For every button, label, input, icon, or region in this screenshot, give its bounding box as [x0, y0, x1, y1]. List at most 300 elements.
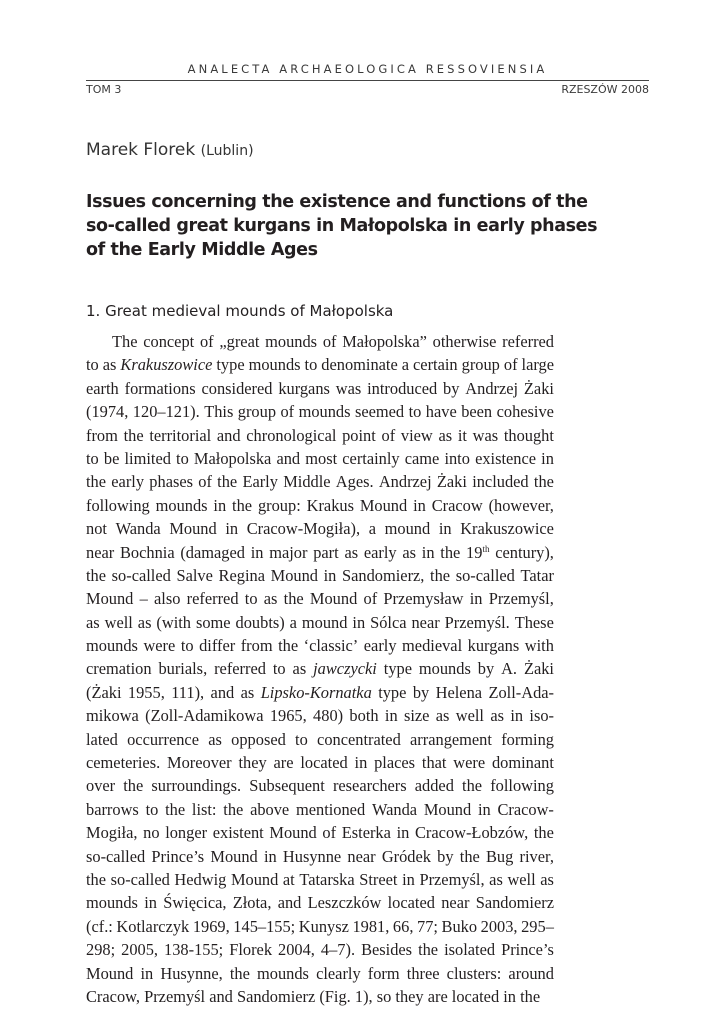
word: in: [213, 495, 227, 515]
word: to: [180, 636, 194, 656]
word: Husynne,: [160, 963, 223, 983]
word: as: [344, 542, 359, 562]
word: 295–: [521, 916, 554, 936]
word: from: [86, 425, 118, 445]
word: river,: [519, 846, 554, 866]
word: also: [154, 589, 181, 609]
word: the: [459, 846, 480, 866]
word: the: [232, 495, 253, 515]
word: certainly: [342, 448, 400, 468]
word: as: [86, 612, 100, 632]
text-line: [86, 541, 554, 564]
word: formations: [124, 378, 196, 398]
word: type: [383, 659, 412, 679]
text-line: [86, 868, 554, 891]
word: located: [300, 753, 348, 773]
word: was: [335, 378, 362, 398]
volume-label: TOM 3: [86, 83, 122, 96]
word: early: [363, 542, 397, 562]
word: to: [408, 402, 422, 422]
word: (Zoll-Adamikowa: [145, 706, 264, 726]
word: of: [503, 355, 518, 375]
word: so-called: [86, 846, 146, 866]
word: the: [430, 565, 451, 585]
word: Tatarska: [299, 869, 355, 889]
word: 2003,: [480, 916, 518, 936]
word: places: [374, 753, 416, 773]
word: 1981,: [352, 916, 390, 936]
word: differ: [199, 636, 236, 656]
word: of: [322, 823, 337, 843]
word: in: [140, 963, 154, 983]
text-line: [86, 728, 554, 751]
word: Kunysz: [298, 916, 349, 936]
word: in: [402, 869, 415, 889]
word: This: [204, 402, 234, 422]
word: (cf.:: [86, 916, 113, 936]
word: Cracow: [431, 495, 483, 515]
word: to: [295, 729, 308, 749]
word: earth: [86, 378, 119, 398]
word: a: [289, 612, 297, 632]
word: Kotlarczyk: [116, 916, 190, 936]
word: were: [453, 753, 486, 773]
word: (1974,: [86, 402, 129, 422]
text-line: [86, 751, 554, 774]
word: the: [462, 776, 483, 796]
word: Salve: [176, 565, 213, 585]
word: existent: [212, 823, 264, 843]
word: the: [440, 542, 461, 562]
word: Przemyśl.: [444, 612, 510, 632]
word: (Żaki: [86, 682, 122, 702]
text-line: [86, 938, 554, 961]
word: century),: [495, 542, 554, 562]
word: iso-: [529, 706, 554, 726]
word: mounds: [86, 893, 138, 913]
word: –: [139, 589, 148, 609]
word: of: [198, 472, 212, 492]
word: The: [112, 332, 138, 351]
word: Hedwig: [174, 869, 227, 889]
word: clusters:: [446, 963, 502, 983]
word: that: [421, 753, 447, 773]
word: in: [263, 846, 277, 866]
word: mounds: [155, 495, 208, 515]
word: the: [283, 589, 304, 609]
word: 77;: [417, 916, 438, 936]
word: mentioned: [295, 799, 366, 819]
title-line: Issues concerning the existence and functions of the: [86, 192, 588, 212]
word: in: [144, 893, 157, 913]
header-rule: [86, 80, 649, 81]
text-line: [86, 517, 554, 540]
word: Sandomierz,: [342, 565, 425, 585]
word: denominate: [321, 355, 398, 375]
word: considered: [201, 378, 273, 398]
text-line: [86, 424, 554, 447]
word: near: [441, 893, 470, 913]
word: Przemyśl,: [419, 869, 485, 889]
word: Lipsko-Kornatka: [260, 682, 372, 702]
word: the: [86, 565, 107, 585]
text-line: [86, 891, 554, 914]
text-line: Cracow, Przemyśl and Sandomierz (Fig. 1), so they are located in the: [86, 986, 541, 1006]
word: size: [403, 706, 430, 726]
word: clearly: [316, 963, 361, 983]
word: phases: [149, 472, 193, 492]
word: as: [402, 542, 417, 562]
word: as: [102, 355, 117, 375]
word: part: [313, 542, 339, 562]
word: cremation: [86, 659, 152, 679]
word: doubts): [235, 612, 285, 632]
word: at: [282, 869, 295, 889]
word: Mound: [230, 869, 279, 889]
word: 298;: [86, 940, 116, 960]
word: with: [524, 636, 554, 656]
word: surroundings.: [151, 776, 242, 796]
word: territorial: [149, 425, 212, 445]
word: in: [250, 542, 264, 562]
word: These: [514, 612, 554, 632]
word: of: [280, 402, 295, 422]
word: ‘classic’: [303, 636, 359, 656]
word: Gródek: [381, 846, 431, 866]
word: so-called: [111, 565, 171, 585]
word: the: [533, 823, 554, 843]
word: 2005,: [121, 940, 159, 960]
word: Middle: [283, 472, 331, 492]
word: referred: [186, 589, 239, 609]
word: early: [363, 636, 397, 656]
word: as: [263, 589, 278, 609]
word: type: [378, 682, 407, 702]
word: the: [123, 776, 144, 796]
word: by: [437, 846, 454, 866]
text-line: [86, 915, 554, 938]
word: the: [533, 472, 554, 492]
word: in: [477, 799, 491, 819]
text-line: [86, 845, 554, 868]
word: be: [103, 448, 120, 468]
word: Święcica,: [163, 893, 227, 913]
text-line: [86, 704, 554, 727]
word: of: [199, 332, 214, 351]
body-paragraph: [86, 330, 554, 1008]
word: arrangement: [410, 729, 492, 749]
title-line: so-called great kurgans in Małopolska in early phases: [86, 216, 598, 236]
word: large: [521, 355, 554, 375]
word: Krakuszowice: [460, 519, 554, 539]
word: to: [304, 355, 318, 375]
word: kurgans: [467, 636, 520, 656]
word: in: [354, 753, 368, 773]
word: kurgans: [278, 378, 330, 398]
word: over: [86, 776, 116, 796]
word: and: [277, 893, 302, 913]
word: the: [223, 799, 244, 819]
word: from: [240, 636, 273, 656]
word: Andrzej: [465, 378, 519, 398]
word: form: [367, 963, 400, 983]
word: in: [384, 706, 398, 726]
word: as: [208, 729, 222, 749]
text-line: [86, 353, 554, 376]
word: Krakuszowice: [120, 355, 213, 375]
word: Cracow-: [497, 799, 554, 819]
word: mounds: [86, 636, 138, 656]
word: Bug: [486, 846, 514, 866]
word: well: [507, 869, 536, 889]
word: Wanda: [371, 799, 418, 819]
word: to: [145, 799, 159, 819]
text-line: [86, 774, 554, 797]
word: Early: [242, 472, 278, 492]
word: Andrzej: [378, 472, 432, 492]
word: group: [237, 402, 277, 422]
word: Florek: [229, 940, 273, 960]
word: mounds: [298, 402, 351, 422]
place-year-label: RZESZÓW 2008: [561, 83, 649, 96]
word: major: [269, 542, 308, 562]
text-line: [86, 798, 554, 821]
journal-header-title: ANALECTA ARCHAEOLOGICA RESSOVIENSIA: [187, 62, 548, 76]
word: in: [413, 495, 426, 515]
word: by: [477, 659, 495, 679]
word: Prince’s: [151, 846, 205, 866]
word: and: [216, 425, 241, 445]
word: near: [411, 612, 440, 632]
word: thought: [503, 425, 554, 445]
word: Mound: [86, 963, 134, 983]
word: referred: [502, 332, 554, 351]
text-line: [86, 470, 554, 493]
word: limited: [124, 448, 171, 468]
word: Mound: [210, 846, 258, 866]
word: in: [510, 706, 524, 726]
word: introduced: [367, 378, 438, 398]
word: located: [387, 893, 435, 913]
word: Esterka: [341, 823, 391, 843]
word: some: [195, 612, 231, 632]
word: so-called: [110, 869, 170, 889]
word: as: [137, 612, 152, 632]
word: cemeteries.: [86, 753, 161, 773]
word: to: [272, 659, 286, 679]
word: as: [540, 869, 554, 889]
word: cohesive: [496, 402, 554, 422]
word: included: [472, 472, 529, 492]
text-line: [86, 377, 554, 400]
word: the: [123, 425, 144, 445]
word: the: [165, 799, 186, 819]
word: a: [401, 355, 410, 375]
word: jawczycki: [313, 659, 377, 679]
word: Małopolska”: [342, 332, 427, 351]
word: to: [244, 589, 258, 609]
word: certain: [413, 355, 458, 375]
word: Mound: [269, 823, 317, 843]
word: following: [490, 776, 554, 796]
word: Mound: [309, 589, 358, 609]
word: 4–7).: [320, 940, 356, 960]
word: in: [352, 612, 366, 632]
word: the: [217, 472, 238, 492]
word: into: [444, 448, 470, 468]
word: well: [455, 706, 484, 726]
word: 111),: [171, 682, 205, 702]
author-affiliation: (Lublin): [200, 143, 254, 159]
word: Wanda: [115, 519, 161, 539]
word: chronological: [246, 425, 337, 445]
word: it: [457, 425, 467, 445]
word: mounds: [257, 963, 309, 983]
word: 19th: [466, 542, 490, 562]
text-line: [86, 564, 554, 587]
word: 145–155;: [233, 916, 296, 936]
word: concentrated: [317, 729, 401, 749]
word: the: [86, 869, 107, 889]
word: of: [363, 589, 378, 609]
word: mounds: [248, 355, 301, 375]
word: came: [404, 448, 440, 468]
word: occurrence: [127, 729, 199, 749]
word: three: [406, 963, 440, 983]
word: 480): [313, 706, 344, 726]
text-line: [86, 657, 554, 680]
word: in: [225, 519, 239, 539]
word: near: [347, 846, 376, 866]
word: existence: [475, 448, 537, 468]
word: otherwise: [432, 332, 497, 351]
word: not: [86, 519, 107, 539]
word: point: [342, 425, 376, 445]
word: have: [425, 402, 457, 422]
word: mound: [301, 612, 348, 632]
word: most: [305, 448, 338, 468]
word: in: [438, 519, 452, 539]
word: Sólca: [370, 612, 407, 632]
word: well: [104, 612, 133, 632]
word: mounds: [418, 659, 471, 679]
word: Buko: [441, 916, 478, 936]
word: around: [508, 963, 554, 983]
word: 2004,: [278, 940, 315, 960]
text-line: [86, 962, 554, 985]
word: Mound: [169, 519, 217, 539]
word: seemed: [354, 402, 405, 422]
word: to: [86, 355, 99, 375]
word: following: [86, 495, 150, 515]
word: lated: [86, 729, 118, 749]
word: (however,: [488, 495, 554, 515]
word: Prince’s: [501, 940, 554, 960]
word: been: [461, 402, 493, 422]
word: type: [216, 355, 245, 375]
text-line: [86, 330, 554, 353]
author-line: [86, 140, 254, 160]
word: above: [250, 799, 290, 819]
word: in: [541, 448, 554, 468]
word: of: [322, 332, 337, 351]
word: 1965,: [269, 706, 307, 726]
word: Żaki: [523, 378, 554, 398]
word: Husynne: [282, 846, 342, 866]
word: in: [421, 542, 435, 562]
word: the: [86, 472, 107, 492]
word: mikowa: [86, 706, 139, 726]
word: as: [435, 706, 450, 726]
word: early: [111, 472, 145, 492]
word: Subsequent: [249, 776, 325, 796]
word: no: [143, 823, 160, 843]
text-line: [86, 681, 554, 704]
word: so-called: [455, 565, 515, 585]
word: the: [278, 636, 299, 656]
word: Leszczków: [307, 893, 382, 913]
word: Moreover: [167, 753, 232, 773]
word: Bochnia: [119, 542, 175, 562]
word: and: [210, 682, 235, 702]
text-line: [86, 611, 554, 634]
word: as: [490, 706, 504, 726]
word: they: [238, 753, 267, 773]
word: 66,: [392, 916, 414, 936]
word: Ages.: [335, 472, 374, 492]
title-line: of the Early Middle Ages: [86, 240, 318, 260]
word: and: [276, 448, 301, 468]
word: added: [414, 776, 454, 796]
word: Mound: [86, 589, 134, 609]
word: by: [412, 682, 430, 702]
word: near: [86, 542, 115, 562]
word: burials,: [158, 659, 208, 679]
word: Regina: [218, 565, 265, 585]
word: mounds: [265, 332, 318, 351]
text-line: [86, 494, 554, 517]
word: group: [461, 355, 500, 375]
section-heading: 1. Great medieval mounds of Małopolska: [86, 302, 394, 320]
word: in: [323, 565, 337, 585]
word: are: [273, 753, 294, 773]
word: Przemyśl,: [488, 589, 554, 609]
word: view: [400, 425, 433, 445]
word: by: [443, 378, 460, 398]
word: the: [229, 963, 250, 983]
word: as: [489, 869, 503, 889]
text-line: [86, 821, 554, 844]
word: longer: [165, 823, 208, 843]
word: referred: [214, 659, 266, 679]
word: Mound: [270, 565, 318, 585]
word: 1955,: [127, 682, 165, 702]
author-name: Marek Florek: [86, 140, 196, 160]
word: as: [240, 682, 255, 702]
word: a: [368, 519, 376, 539]
word: were: [143, 636, 176, 656]
text-line: [86, 447, 554, 470]
word: Przemysław: [383, 589, 464, 609]
word: Cracow-Łobzów,: [415, 823, 529, 843]
word: opposed: [231, 729, 286, 749]
text-line: [86, 634, 554, 657]
word: in: [396, 823, 410, 843]
word: the: [418, 940, 439, 960]
word: isolated: [444, 940, 496, 960]
word: Tatar: [520, 565, 554, 585]
word: list:: [191, 799, 217, 819]
